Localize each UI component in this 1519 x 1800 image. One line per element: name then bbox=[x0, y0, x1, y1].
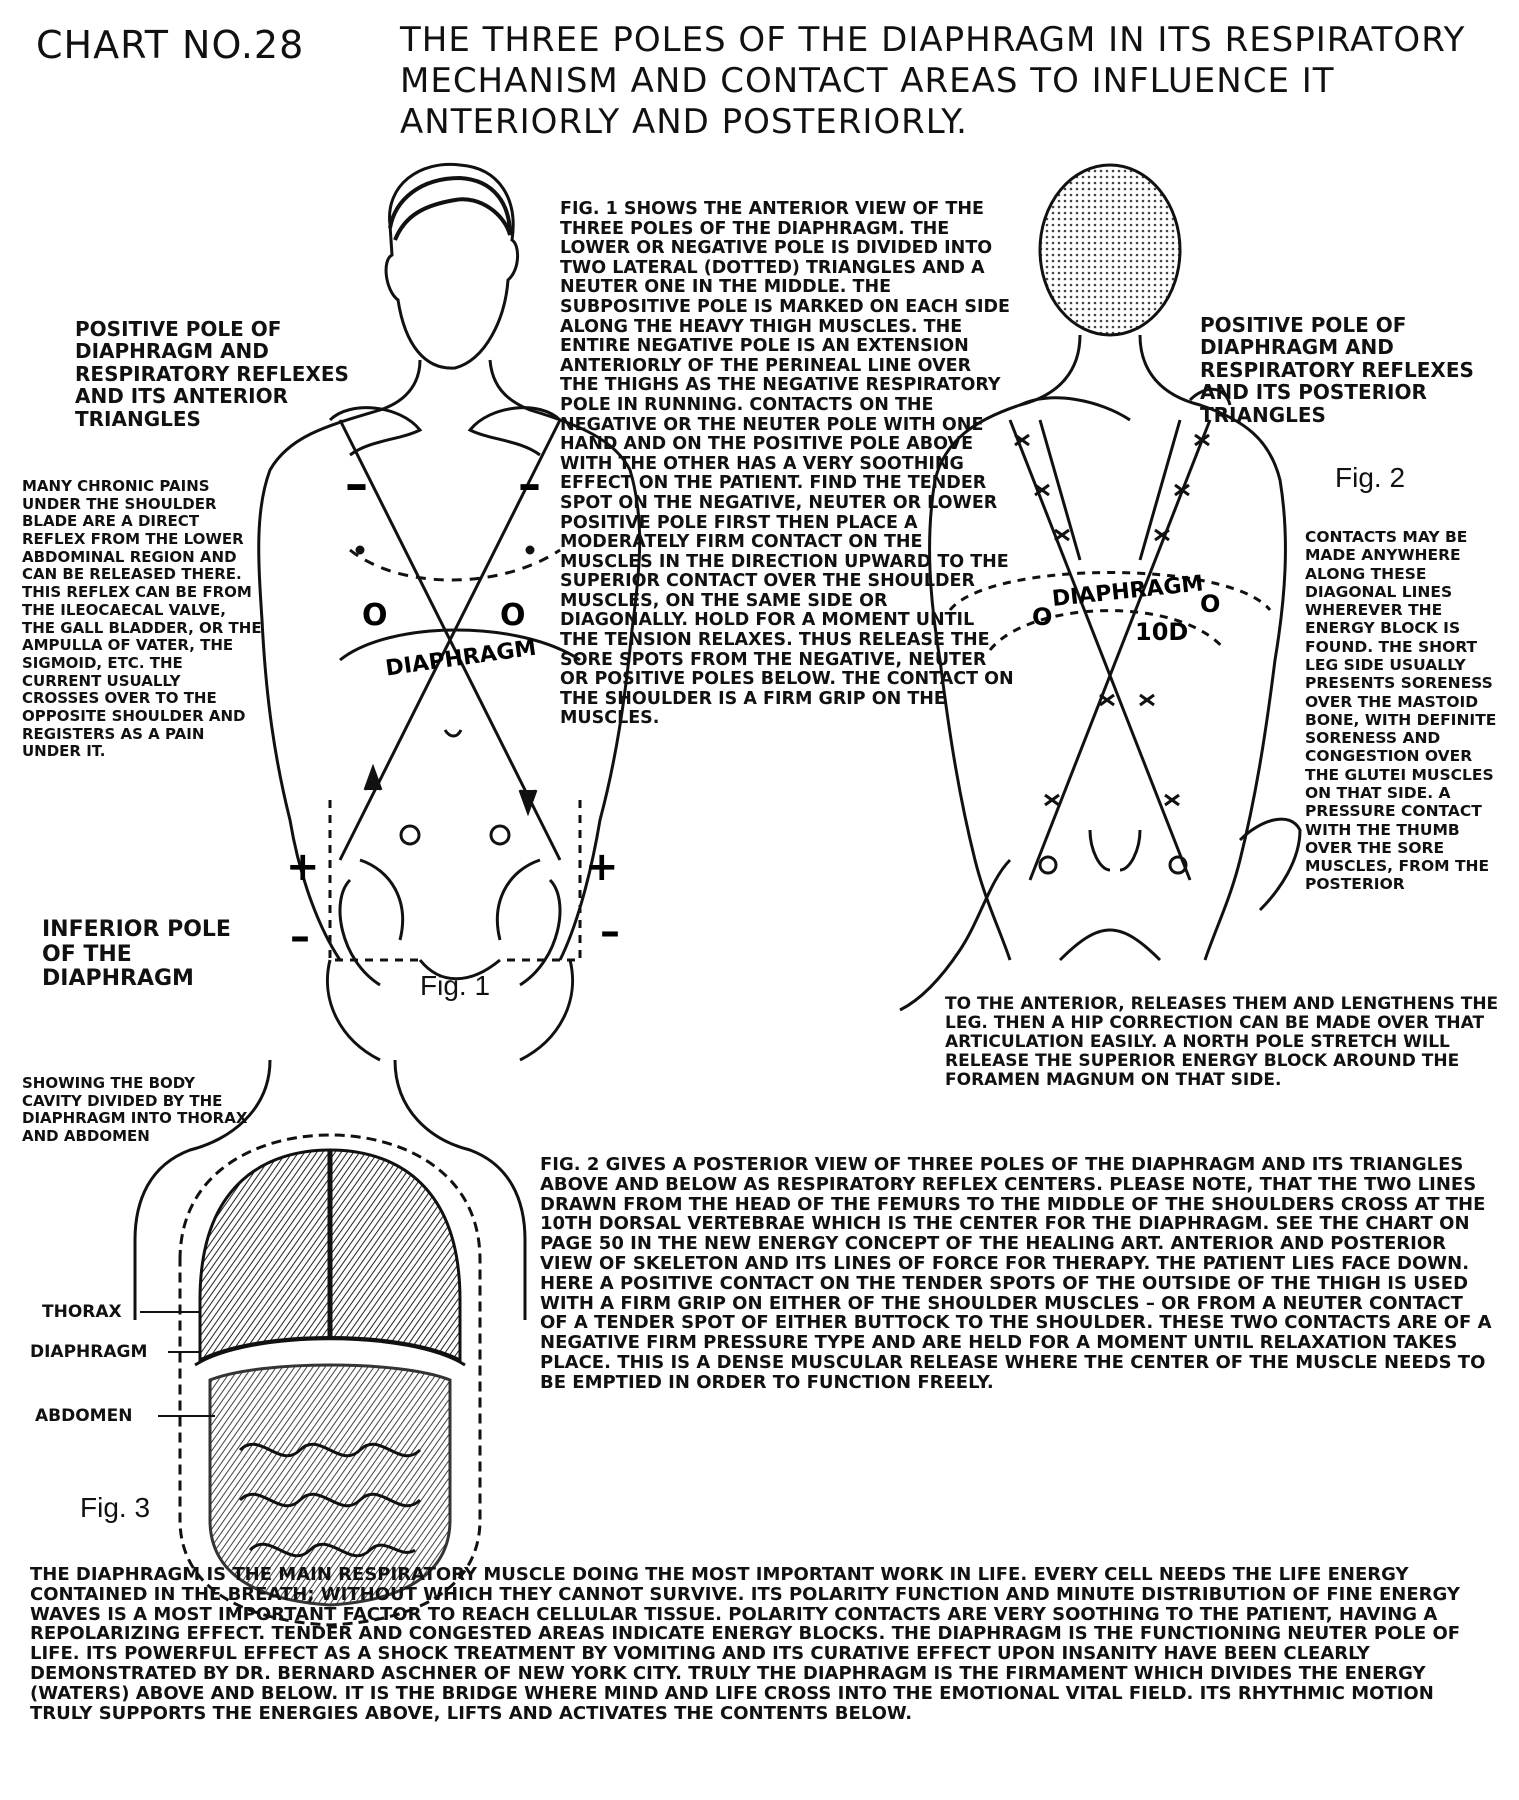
fig2-circle-right: O bbox=[1200, 590, 1221, 618]
fig1-circle-right: O bbox=[500, 598, 526, 633]
fig1-minus-right: – bbox=[518, 457, 541, 511]
fig1-positive-pole-label: POSITIVE POLE OF DIAPHRAGM AND RESPIRATORY REFLEXES AND ITS ANTERIOR TRIANGLES bbox=[75, 317, 349, 431]
fig1-diaphragm-word: DIAPHRAGM bbox=[384, 635, 538, 682]
fig1-chronic-pains-note: MANY CHRONIC PAINS UNDER THE SHOULDER BLADE ARE A DIRECT REFLEX FROM THE LOWER ABDOMINAL REGION AND CAN BE RELEASED THERE. THIS REFLEX CAN BE FROM THE ILEOCAECAL VALVE, THE GALL BLADDER, OR THE AMPULLA OF VATER, THE SIGMOID, ETC. THE CURRENT USUALLY CROSSES OVER TO THE OPPOSITE SHOULDER AND REGISTERS AS A PAIN UNDER IT. bbox=[22, 477, 262, 761]
fig1-hair bbox=[390, 178, 510, 240]
fig1-minus-lower-right: – bbox=[600, 909, 620, 955]
fig3-abdomen-label: ABDOMEN bbox=[35, 1406, 133, 1426]
fig1-hand-lower-right bbox=[497, 860, 560, 985]
fig2-diaphragm-word: DIAPHRAGM bbox=[1050, 571, 1205, 613]
fig1-inferior-pole-label: INFERIOR POLE OF THE DIAPHRAGM bbox=[42, 917, 231, 992]
fig2-contacts-note-cont: TO THE ANTERIOR, RELEASES THEM AND LENGTHENS THE LEG. THEN A HIP CORRECTION CAN BE MADE OVER THAT ARTICULATION EASILY. A NORTH POLE STRETCH WILL RELEASE THE SUPERIOR ENERGY BLOCK AROUND THE FORAMEN MAGNUM ON THAT SIDE. bbox=[945, 994, 1499, 1091]
footer-text: THE DIAPHRAGM IS THE MAIN RESPIRATORY MUSCLE DOING THE MOST IMPORTANT WORK IN LIFE. EVERY CELL NEEDS THE LIFE ENERGY CONTAINED IN THE BREATH; WITHOUT WHICH THEY CANNOT SURVIVE. ITS POLARITY FUNCTION AND MINUTE DISTRIBUTION OF FINE ENERGY WAVES IS A MOST IMPORTANT FACTOR TO REACH CELLULAR TISSUE. POLARITY CONTACTS ARE VERY SOOTHING TO THE PATIENT, HAVING A REPOLARIZING EFFECT. TENDER AND CONGESTED AREAS INDICATE ENERGY BLOCKS. THE DIAPHRAGM IS THE FUNCTIONING NEUTER POLE OF LIFE. ITS POWERFUL EFFECT AS A SHOCK TREATMENT BY VOMITING AND ITS CURATIVE EFFECT UPON INSANITY HAVE BEEN CLEARLY DEMONSTRATED BY DR. BERNARD ASCHNER OF NEW YORK CITY. TRULY THE DIAPHRAGM IS THE FIRMAMENT WHICH DIVIDES THE ENERGY (WATERS) ABOVE AND BELOW. IT IS THE BRIDGE WHERE MIND AND LIFE CROSS INTO THE EMOTIONAL VITAL FIELD. ITS RHYTHMIC MOTION TRULY SUPPORTS THE ENERGIES ABOVE, LIFTS AND ACTIVATES THE CONTENTS BELOW. bbox=[30, 1564, 1461, 1724]
fig2-circle-left: O bbox=[1032, 603, 1053, 631]
fig2-positive-pole-label: POSITIVE POLE OF DIAPHRAGM AND RESPIRATORY REFLEXES AND ITS POSTERIOR TRIANGLES bbox=[1200, 313, 1474, 427]
fig1-caption: Fig. 1 bbox=[420, 970, 491, 1001]
fig1-circle-left: O bbox=[362, 598, 388, 633]
fig3-caption: Fig. 3 bbox=[80, 1492, 151, 1523]
fig3-thorax-label: THORAX bbox=[42, 1302, 122, 1322]
fig3-cavity-label: SHOWING THE BODY CAVITY DIVIDED BY THE DIAPHRAGM INTO THORAX AND ABDOMEN bbox=[22, 1074, 248, 1146]
fig2-description: FIG. 2 GIVES A POSTERIOR VIEW OF THREE POLES OF THE DIAPHRAGM AND ITS TRIANGLES ABOVE AND BELOW AS RESPIRATORY REFLEX CENTERS. PLEASE NOTE, THAT THE TWO LINES DRAWN FROM THE HEAD OF THE FEMURS TO THE MIDDLE OF THE SHOULDERS CROSS AT THE 10TH DORSAL VERTEBRAE WHICH IS THE CENTER FOR THE DIAPHRAGM. SEE THE CHART ON PAGE 50 IN THE NEW ENERGY CONCEPT OF THE HEALING ART. ANTERIOR AND POSTERIOR VIEW OF SKELETON AND ITS LINES OF FORCE FOR THERAPY. THE PATIENT LIES FACE DOWN. HERE A POSITIVE CONTACT ON THE TENDER SPOTS OF THE OUTSIDE OF THE THIGH IS USED WITH A FIRM GRIP ON EITHER OF THE SHOULDER MUSCLES – OR FROM A NEUTER CONTACT OF A TENDER SPOT OF EITHER BUTTOCK TO THE SHOULDER. THESE TWO CONTACTS ARE OF A NEGATIVE FIRM PRESSURE TYPE AND ARE HELD FOR A MOMENT UNTIL RELAXATION TAKES PLACE. THIS IS A DENSE MUSCULAR RELEASE WHERE THE CENTER OF THE MUSCLE NEEDS TO BE EMPTIED IN ORDER TO FUNCTION FREELY. bbox=[540, 1154, 1492, 1393]
fig1-minus-left: – bbox=[345, 457, 368, 511]
fig1-hand-lower-left bbox=[340, 860, 403, 985]
fig2-vertebra: 10D bbox=[1135, 618, 1189, 646]
chart-number: CHART NO.28 bbox=[36, 23, 305, 67]
fig1-plus-left: + bbox=[286, 844, 320, 890]
fig2-head bbox=[1040, 165, 1180, 335]
fig1-hand-bottom-right bbox=[520, 960, 573, 1060]
fig3-diaphragm-label: DIAPHRAGM bbox=[30, 1342, 148, 1362]
fig2-diagonal-left bbox=[1010, 420, 1190, 880]
fig1-description: FIG. 1 SHOWS THE ANTERIOR VIEW OF THE THREE POLES OF THE DIAPHRAGM. THE LOWER OR NEGATIVE POLE IS DIVIDED INTO TWO LATERAL (DOTTED) TRIANGLES AND A NEUTER ONE IN THE MIDDLE. THE SUBPOSITIVE POLE IS MARKED ON EACH SIDE ALONG THE HEAVY THIGH MUSCLES. THE ENTIRE NEGATIVE POLE IS AN EXTENSION ANTERIORLY OF THE PERINEAL LINE OVER THE THIGHS AS THE NEGATIVE RESPIRATORY POLE IN RUNNING. CONTACTS ON THE NEGATIVE OR THE NEUTER POLE WITH ONE HAND AND ON THE POSITIVE POLE ABOVE WITH THE OTHER HAS A VERY SOOTHING EFFECT ON THE PATIENT. FIND THE TENDER SPOT ON THE NEGATIVE, NEUTER OR LOWER POSITIVE POLE FIRST THEN PLACE A MODERATELY FIRM CONTACT ON THE MUSCLES IN THE DIRECTION UPWARD TO THE SUPERIOR CONTACT OVER THE SHOULDER MUSCLES, ON THE SAME SIDE OR DIAGONALLY. HOLD FOR A MOMENT UNTIL THE TENSION RELAXES. THUS RELEASE THE SORE SPOTS FROM THE NEGATIVE, NEUTER OR POSITIVE POLES BELOW. THE CONTACT ON THE SHOULDER IS A FIRM GRIP ON THE MUSCLES. bbox=[560, 199, 1014, 729]
fig1-plus-right: + bbox=[585, 844, 619, 890]
fig1-hand-bottom-left bbox=[327, 960, 380, 1060]
fig2-hand-lower-right bbox=[1240, 819, 1300, 910]
fig2-hand-lower-left bbox=[900, 860, 1010, 1010]
page-title: THE THREE POLES OF THE DIAPHRAGM IN ITS RESPIRATORY MECHANISM AND CONTACT AREAS TO INFLUENCE IT ANTERIORLY AND POSTERIORLY. bbox=[400, 20, 1466, 142]
fig1-minus-lower-left: – bbox=[290, 914, 310, 960]
fig2-diaphragm-arc bbox=[990, 611, 1225, 650]
fig2-caption: Fig. 2 bbox=[1335, 462, 1406, 493]
fig2-contacts-note: CONTACTS MAY BE MADE ANYWHERE ALONG THESE DIAGONAL LINES WHEREVER THE ENERGY BLOCK IS FOUND. THE SHORT LEG SIDE USUALLY PRESENTS SORENESS OVER THE MASTOID BONE, WITH DEFINITE SORENESS AND CONGESTION OVER THE GLUTEI MUSCLES ON THAT SIDE. A PRESSURE CONTACT WITH THE THUMB OVER THE SORE MUSCLES, FROM THE POSTERIOR bbox=[1305, 528, 1497, 894]
